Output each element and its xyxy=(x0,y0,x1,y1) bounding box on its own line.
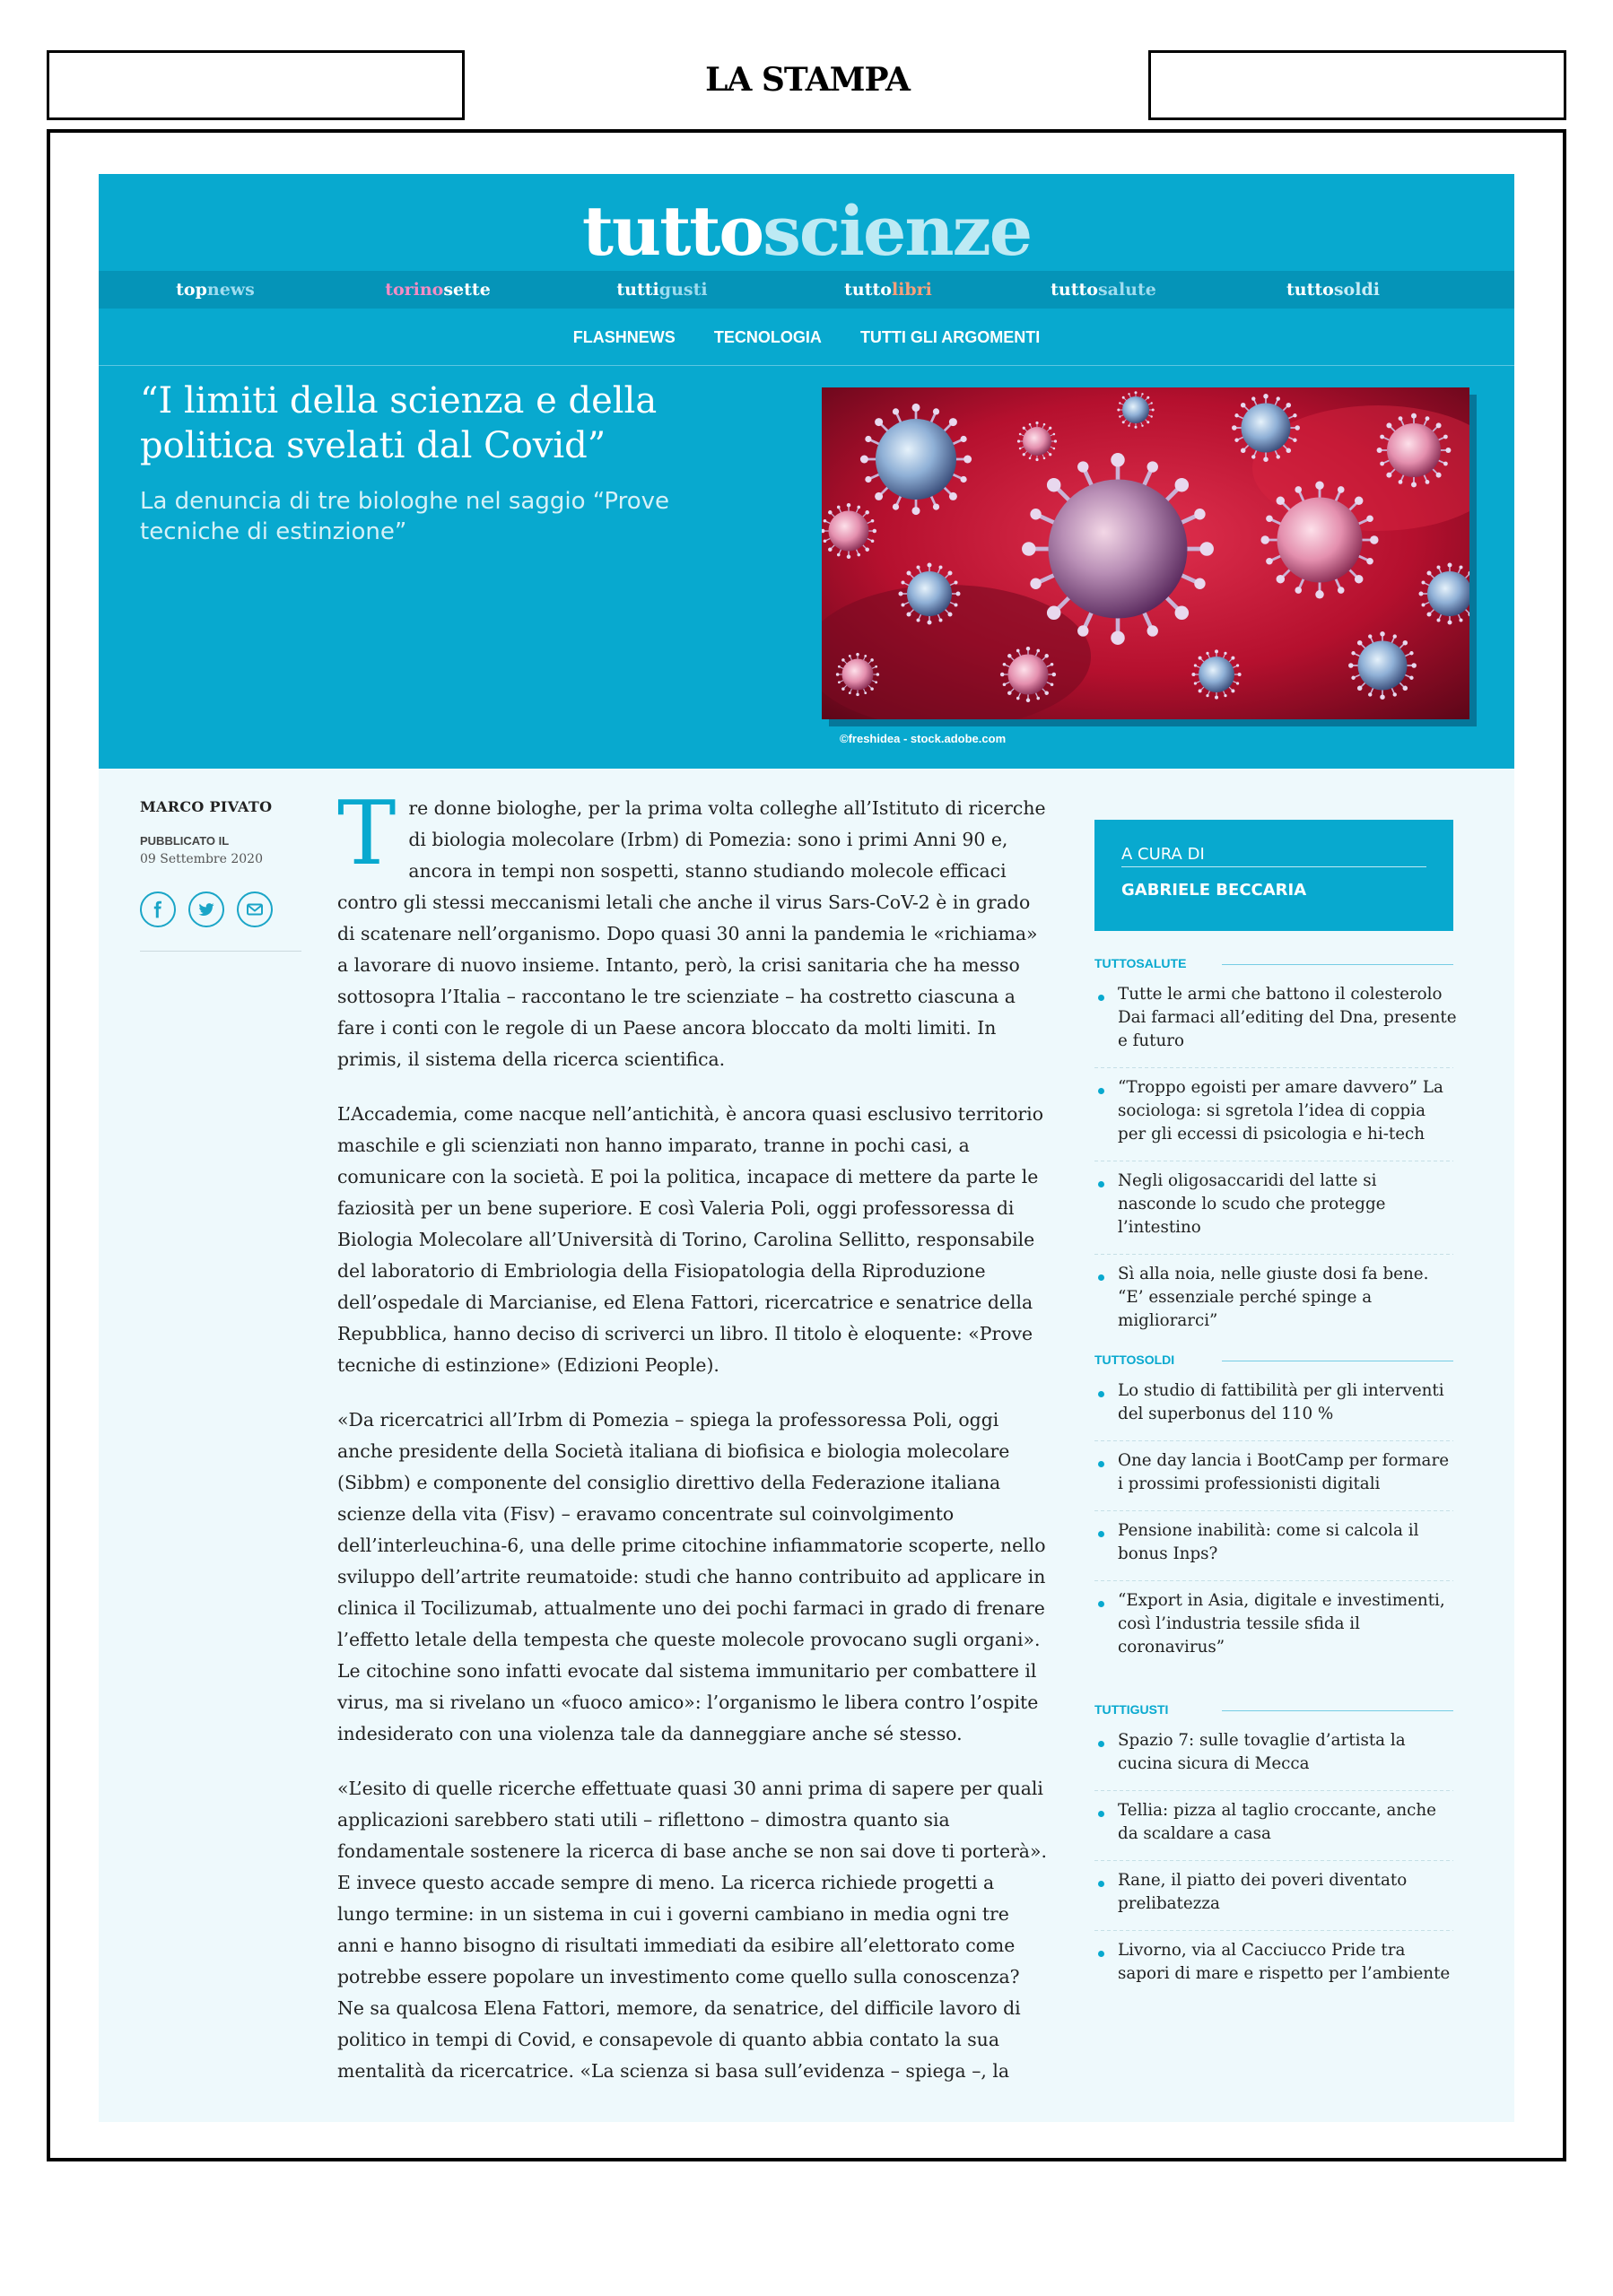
published-date: 09 Settembre 2020 xyxy=(140,852,263,866)
article-paragraph: L’Accademia, come nacque nell’antichità, è ancora quasi esclusivo territorio maschile e gli scienziati non hanno imparato, tranne in pochi casi, a comunicare con la società. E poi la politica, incapace di mettere da parte le faziosità per un bene superiore. E così Valeria Poli, oggi professoressa di Biologia Molecolare all’Università di Torino, Carolina Sellitto, responsabile del laboratorio di Embriologia della Fisiopatologia della Riproduzione dell’ospedale di Marcianise, ed Elena Fattori, ricercatrice e senatrice della Repubblica, hanno deciso di scriverci un libro. Il titolo è eloquente: «Prove tecniche di estinzione» (Edizioni People). xyxy=(337,1103,1043,1376)
sidebar-divider xyxy=(1094,1790,1453,1791)
section-tuttosalute[interactable]: tuttosalute xyxy=(1051,280,1156,300)
curator-divider xyxy=(1121,866,1426,867)
email-icon xyxy=(246,900,264,918)
twitter-icon xyxy=(197,900,215,918)
brand-part2: scienze xyxy=(763,191,1032,271)
section-tuttosoldi[interactable]: tuttosoldi xyxy=(1286,280,1380,300)
sidebar-divider xyxy=(1094,1580,1453,1581)
sidebar-link[interactable]: Lo studio di fattibilità per gli interventi del superbonus del 110 % xyxy=(1118,1381,1444,1423)
subnav-tutti-gli-argomenti[interactable]: TUTTI GLI ARGOMENTI xyxy=(859,328,1041,346)
masthead-left-box xyxy=(47,50,465,120)
sidebar-link[interactable]: Livorno, via al Cacciucco Pride tra sapori di mare e rispetto per l’ambiente xyxy=(1118,1941,1451,1983)
bullet-icon xyxy=(1098,1461,1104,1467)
bullet-icon xyxy=(1098,1601,1104,1607)
facebook-share-button[interactable] xyxy=(140,891,176,927)
sidebar-section-tuttosoldi[interactable]: TUTTOSOLDI xyxy=(1094,1352,1175,1367)
sidebar-divider xyxy=(1094,1254,1453,1255)
sidebar-link[interactable]: Spazio 7: sulle tovaglie d’artista la cucina sicura di Mecca xyxy=(1118,1731,1406,1773)
curator-name[interactable]: GABRIELE BECCARIA xyxy=(1121,881,1307,900)
subnav-tecnologia[interactable]: TECNOLOGIA xyxy=(713,328,822,346)
section-torinosette[interactable]: torinosette xyxy=(385,280,491,300)
sidebar-divider xyxy=(1094,1067,1453,1068)
section-tuttigusti[interactable]: tuttigusti xyxy=(616,280,708,300)
drop-cap: T xyxy=(337,783,397,885)
sidebar-link[interactable]: “Troppo egoisti per amare davvero” La sociologa: si sgretola l’idea di coppia per gli eccessi di psicologia e hi-tech xyxy=(1118,1078,1443,1144)
article-subheadline: La denuncia di tre biologhe nel saggio “Prove tecniche di estinzione” xyxy=(140,488,670,545)
section-topnews[interactable]: topnews xyxy=(176,280,255,300)
article-body xyxy=(337,783,1050,2110)
sections-bar xyxy=(99,271,1514,309)
sidebar-divider xyxy=(1094,1930,1453,1931)
sidebar-link[interactable]: Tutte le armi che battono il colesterolo Dai farmaci all’editing del Dna, presente e futuro xyxy=(1118,985,1457,1050)
article-paragraph: «Da ricercatrici all’Irbm di Pomezia – spiega la professoressa Poli, oggi anche presidente della Società italiana di biofisica e biologia molecolare (Sibbm) e componente del consiglio direttivo della Federazione italiana scienze della vita (Fisv) – eravamo concentrate sul coinvolgimento dell’interleuchina-6, una delle prime citochine infiammatorie scoperte, nello sviluppo dell’artrite reumatoide: studi che hanno contribuito ad applicare in clinica il Tocilizumab, attualmente uno dei pochi farmaci in grado di frenare l’effetto letale della tempesta che queste molecole provocano sugli organi». Le citochine sono infatti evocate dal sistema immunitario per combattere il virus, ma si rivelano un «fuoco amico»: l’organismo le libera contro l’ospite indesiderato con una violenza tale da danneggiare anche sé stesso. xyxy=(337,1409,1046,1744)
sidebar-section-tuttigusti[interactable]: TUTTIGUSTI xyxy=(1094,1702,1169,1717)
section-header xyxy=(99,174,1514,769)
tuttoscienze-logo[interactable] xyxy=(99,187,1514,276)
bullet-icon xyxy=(1098,1811,1104,1817)
section-tuttolibri[interactable]: tuttolibri xyxy=(844,280,932,300)
bullet-icon xyxy=(1098,995,1104,1001)
sidebar-section-rule xyxy=(1222,1710,1453,1711)
email-share-button[interactable] xyxy=(237,891,273,927)
sidebar-section-tuttosalute[interactable]: TUTTOSALUTE xyxy=(1094,956,1187,970)
curator-box xyxy=(1094,820,1453,931)
sidebar-divider xyxy=(1094,1860,1453,1861)
sidebar-link[interactable]: Tellia: pizza al taglio croccante, anche da scaldare a casa xyxy=(1118,1801,1436,1843)
author-name[interactable]: MARCO PIVATO xyxy=(140,798,273,815)
sidebar-section-rule xyxy=(1222,964,1453,965)
bullet-icon xyxy=(1098,1881,1104,1887)
sidebar-link[interactable]: Rane, il piatto dei poveri diventato prelibatezza xyxy=(1118,1871,1408,1913)
article-headline: “I limiti della scienza e della politica svelati dal Covid” xyxy=(140,380,658,466)
sidebar-link[interactable]: Pensione inabilità: come si calcola il bonus Inps? xyxy=(1118,1521,1419,1563)
photo-credit: ©freshidea - stock.adobe.com xyxy=(840,732,1007,745)
sidebar-divider xyxy=(1094,1440,1453,1441)
bullet-icon xyxy=(1098,1951,1104,1957)
hero-image-coronavirus xyxy=(822,387,1469,719)
bullet-icon xyxy=(1098,1088,1104,1094)
article-page xyxy=(99,174,1514,2122)
facebook-icon xyxy=(149,900,167,918)
twitter-share-button[interactable] xyxy=(188,891,224,927)
brand-part1: tutto xyxy=(581,191,763,271)
masthead-logo[interactable]: LA STAMPA xyxy=(705,61,910,99)
sidebar-link[interactable]: Negli oligosaccaridi del latte si nasconde lo scudo che protegge l’intestino xyxy=(1118,1171,1386,1237)
article-paragraph: Tre donne biologhe, per la prima volta colleghe all’Istituto di ricerche di biologia molecolare (Irbm) di Pomezia: sono i primi Anni 90 e, ancora in tempi non sospetti, stanno studiando molecole efficaci contro gli stessi meccanismi letali che anche il virus Sars-CoV-2 è in grado di scatenare nell’organismo. Dopo quasi 30 anni la pandemia le «richiama» a lavorare di nuovo insieme. Intanto, però, la crisi sanitaria che ha messo sottosopra l’Italia – raccontano le tre scienziate – ha costretto ciascuna a fare i conti con le regole di un Paese ancora bloccato da molti limiti. In primis, il sistema della ricerca scientifica. xyxy=(337,783,1046,1070)
sub-navigation xyxy=(99,309,1514,366)
published-label: PUBBLICATO IL xyxy=(140,834,230,848)
sidebar-link[interactable]: One day lancia i BootCamp per formare i prossimi professionisti digitali xyxy=(1118,1451,1450,1493)
article-paragraph: «L’esito di quelle ricerche effettuate quasi 30 anni prima di sapere per quali applicazioni sarebbero stati utili – riflettono – dimostra quanto sia fondamentale sostenere la ricerca di base anche se non sai dove ti porterà». E invece questo accade sempre di meno. La ricerca richiede progetti a lungo termine: in un sistema in cui i governi cambiano in media ogni tre anni e hanno bisogno di risultati immediati da esibire all’elettorato come potrebbe essere popolare un investimento come quello sulla conoscenza? Ne sa qualcosa Elena Fattori, memore, da senatrice, del difficile lavoro di politico in tempi di Covid, e consapevole di quanto abbia contato la sua mentalità da ricercatrice. «La scienza si basa sull’evidenza – spiega –, la xyxy=(337,1778,1047,2082)
sidebar-link[interactable]: Sì alla noia, nelle giuste dosi fa bene. “E’ essenziale perché spinge a migliorarci” xyxy=(1118,1265,1429,1330)
curator-label: A CURA DI xyxy=(1121,845,1205,864)
subnav-flashnews[interactable]: FLASHNEWS xyxy=(572,328,676,346)
meta-divider xyxy=(140,951,301,952)
bullet-icon xyxy=(1098,1531,1104,1537)
masthead-right-box xyxy=(1148,50,1566,120)
bullet-icon xyxy=(1098,1274,1104,1281)
bullet-icon xyxy=(1098,1181,1104,1187)
bullet-icon xyxy=(1098,1391,1104,1397)
bullet-icon xyxy=(1098,1741,1104,1747)
sidebar-divider xyxy=(1094,1510,1453,1511)
sidebar-link[interactable]: “Export in Asia, digitale e investimenti, così l’industria tessile sfida il coronavirus” xyxy=(1118,1591,1445,1657)
